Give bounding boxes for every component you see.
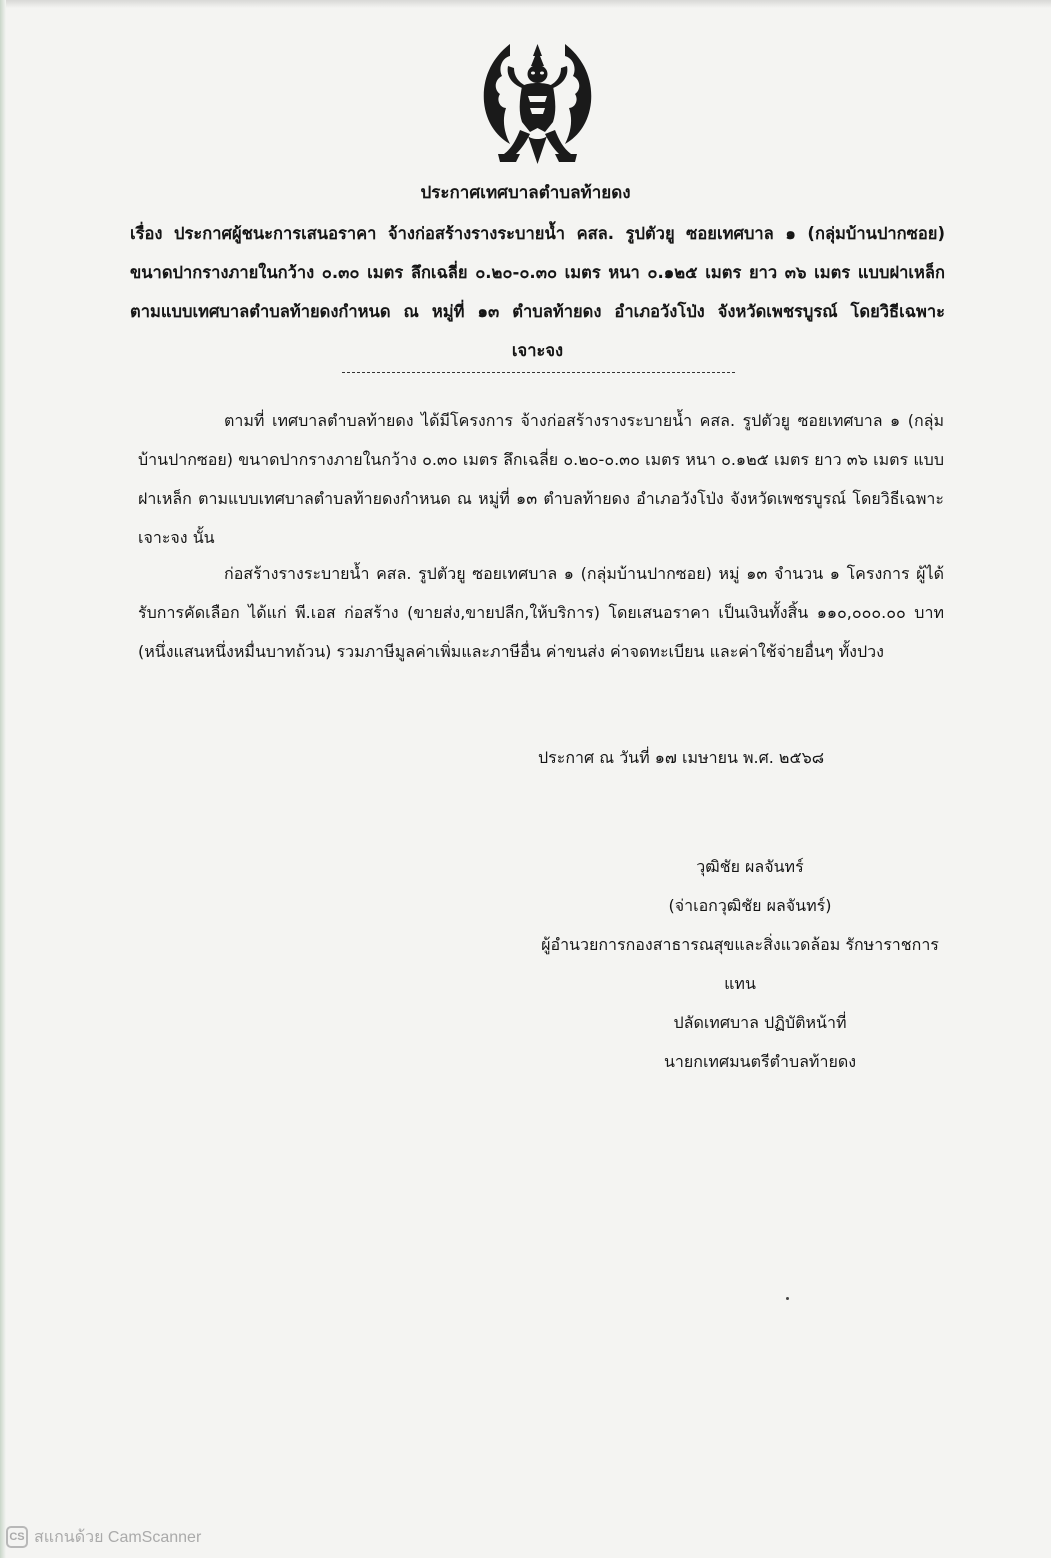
announcement-date: ประกาศ ณ วันที่ ๑๗ เมษายน พ.ศ. ๒๕๖๘ <box>538 748 825 767</box>
signature: วุฒิชัย ผลจันทร์ <box>696 857 804 876</box>
garuda-emblem-icon <box>470 36 605 176</box>
separator-line <box>342 372 735 373</box>
body-paragraph-2: ก่อสร้างรางระบายน้ำ คสล. รูปตัวยู ซอยเทศบาล ๑ (กลุ่มบ้านปากซอย) หมู่ ๑๓ จำนวน ๑ โครงการ ผู้ได้รับการคัดเลือก ได้แก่ พี.เอส ก่อสร้าง (ขายส่ง,ขายปลีก,ให้บริการ) โดยเสนอราคา เป็นเงินทั้งสิ้น ๑๑๐,๐๐๐.๐๐ บาท (หนึ่งแสนหนึ่งหมื่นบาทถ้วน) รวมภาษีมูลค่าเพิ่มและภาษีอื่น ค่าขนส่ง ค่าจดทะเบียน และค่าใช้จ่ายอื่นๆ ทั้งปวง <box>138 564 944 661</box>
signer-acting-for: แทน <box>724 974 756 993</box>
scan-edge-left <box>0 0 6 1558</box>
watermark-text: สแกนด้วย CamScanner <box>34 1528 202 1546</box>
scan-edge <box>0 0 1051 8</box>
document-subject: เรื่อง ประกาศผู้ชนะการเสนอราคา จ้างก่อสร้างรางระบายน้ำ คสล. รูปตัวยู ซอยเทศบาล ๑ (กลุ่มบ้านปากซอย) ขนาดปากรางภายในกว้าง ๐.๓๐ เมตร ลึกเฉลี่ย ๐.๒๐-๐.๓๐ เมตร หนา ๐.๑๒๕ เมตร ยาว ๓๖ เมตร แบบฝาเหล็ก ตามแบบเทศบาลตำบลท้ายดงกำหนด ณ หมู่ที่ ๑๓ ตำบลท้ายดง อำเภอวังโป่ง จังหวัดเพชรบูรณ์ โดยวิธีเฉพาะเจาะจง <box>130 224 945 360</box>
document-title: ประกาศเทศบาลตำบลท้ายดง <box>420 183 631 203</box>
signer-name: (จ่าเอกวุฒิชัย ผลจันทร์) <box>668 896 832 915</box>
camscanner-logo-icon: CS <box>6 1526 28 1548</box>
signature-block <box>500 847 980 1081</box>
signer-office: นายกเทศมนตรีตำบลท้ายดง <box>663 1052 857 1071</box>
signer-position: ผู้อำนวยการกองสาธารณสุขและสิ่งแวดล้อม รักษาราชการ <box>541 935 939 954</box>
body-paragraph-1: ตามที่ เทศบาลตำบลท้ายดง ได้มีโครงการ จ้างก่อสร้างรางระบายน้ำ คสล. รูปตัวยู ซอยเทศบาล ๑ (กลุ่มบ้านปากซอย) ขนาดปากรางภายในกว้าง ๐.๓๐ เมตร ลึกเฉลี่ย ๐.๒๐-๐.๓๐ เมตร หนา ๐.๑๒๕ เมตร ยาว ๓๖ เมตร แบบฝาเหล็ก ตามแบบเทศบาลตำบลท้ายดงกำหนด ณ หมู่ที่ ๑๓ ตำบลท้ายดง อำเภอวังโป่ง จังหวัดเพชรบูรณ์ โดยวิธีเฉพาะเจาะจง นั้น <box>138 411 944 547</box>
signer-duty: ปลัดเทศบาล ปฏิบัติหน้าที่ <box>673 1013 847 1032</box>
ink-mark <box>786 1297 789 1300</box>
camscanner-watermark <box>6 1523 201 1551</box>
